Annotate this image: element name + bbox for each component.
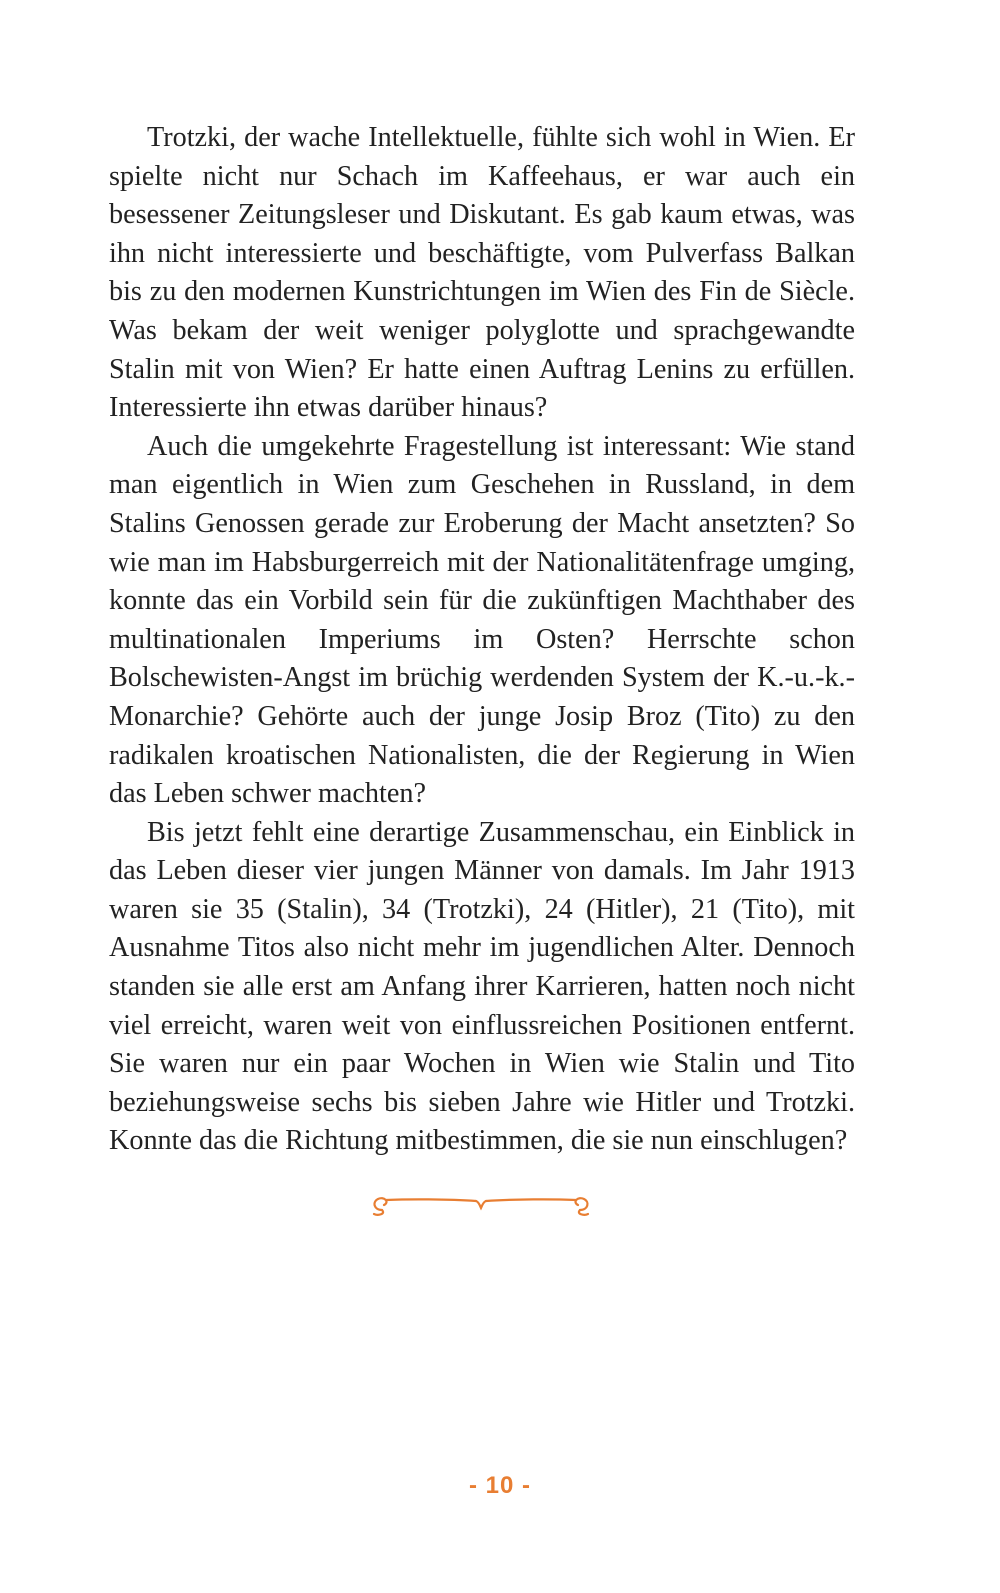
page-number: - 10 - — [468, 1472, 531, 1499]
body-text — [109, 119, 855, 1161]
paragraph-2: Auch die umgekehrte Fragestellung ist interessant: Wie stand man eigentlich in Wien zum Geschehen in Russland, in dem Stalins Genossen gerade zur Eroberung der Macht ansetzten? So wie man im Habsburgerreich mit der Nationalitätenfrage umging, konnte das ein Vorbild sein für die zukünftigen Machthaber des multinationalen Imperiums im Osten? Herrschte schon Bolschewisten-Angst im brüchig werdenden System der K.-u.-k.-Monarchie? Gehörte auch der junge Josip Broz (Tito) zu den radikalen kroatischen Nationalisten, die der Regierung in Wien das Leben schwer machten? — [109, 430, 855, 810]
scroll-divider-icon — [368, 1188, 594, 1218]
paragraph-3: Bis jetzt fehlt eine derartige Zusammenschau, ein Einblick in das Leben dieser vier jungen Männer von damals. Im Jahr 1913 waren sie 35 (Stalin), 34 (Trotzki), 24 (Hitler), 21 (Tito), mit Ausnahme Titos also nicht mehr im jugendlichen Alter. Dennoch standen sie alle erst am Anfang ihrer Karrieren, hatten noch nicht viel erreicht, waren weit von einflussreichen Positionen entfernt. Sie waren nur ein paar Wochen in Wien wie Stalin und Tito beziehungsweise sechs bis sieben Jahre wie Hitler und Trotzki. Konnte das die Richtung mitbestimmen, die sie nun einschlugen? — [109, 816, 855, 1157]
paragraph-1: Trotzki, der wache Intellektuelle, fühlte sich wohl in Wien. Er spielte nicht nur Schach im Kaffeehaus, er war auch ein besessener Zeitungsleser und Diskutant. Es gab kaum etwas, was ihn nicht interessierte und beschäftigte, vom Pulverfass Balkan bis zu den modernen Kunstrichtungen im Wien des Fin de Siècle. Was bekam der weit weniger polyglotte und sprachgewandte Stalin mit von Wien? Er hatte einen Auftrag Lenins zu erfüllen. Interessierte ihn etwas darüber hinaus? — [109, 122, 855, 424]
